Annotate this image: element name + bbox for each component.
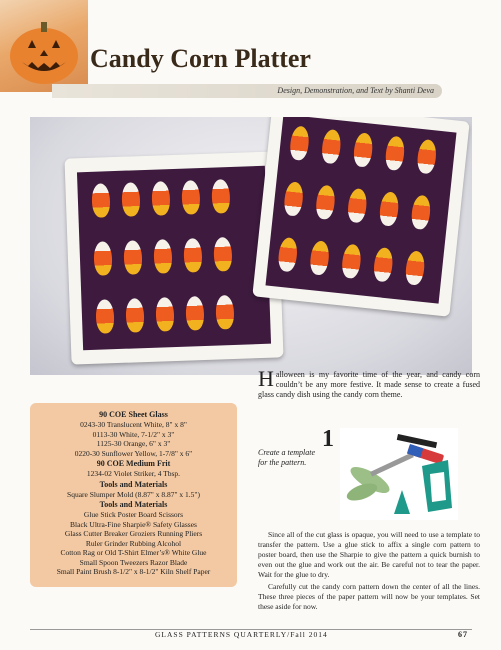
materials-line: Cotton Rag or Old T-Shirt Elmer’s® White Glue: [60, 548, 207, 557]
materials-line: Small Paint Brush 8-1/2" x 8-1/2" Kiln Shelf Paper: [56, 567, 211, 576]
materials-line: 1125-30 Orange, 6" x 3": [96, 439, 171, 448]
materials-line: 1234-02 Violet Striker, 4 Tbsp.: [86, 469, 181, 478]
materials-heading: Tools and Materials: [99, 479, 168, 489]
materials-line: Glass Cutter Breaker Groziers Running Pliers: [64, 529, 203, 538]
intro-text: alloween is my favorite time of the year, and candy corn couldn’t be any more festive. It made sense to create a fused glass candy dish using the candy corn theme.: [258, 370, 480, 399]
candy-corn-plates-photo: [30, 117, 472, 375]
materials-line: Glue Stick Poster Board Scissors: [83, 510, 184, 519]
materials-line: Small Spoon Tweezers Razor Blade: [79, 557, 188, 567]
step-body: [258, 530, 480, 614]
materials-line: Black Ultra-Fine Sharpie® Safety Glasses: [70, 519, 197, 529]
plate-left: [64, 151, 283, 364]
materials-line: 0220-30 Sunflower Yellow, 1-7/8" x 6": [74, 448, 193, 458]
drop-cap: H: [258, 366, 274, 391]
publication-name: GLASS PATTERNS QUARTERLY/Fall 2014: [155, 630, 328, 639]
tools-photo: [340, 428, 458, 520]
page-title: Candy Corn Platter: [90, 44, 311, 73]
materials-line: Square Slumper Mold (8.87" x 8.87" x 1.5"): [67, 489, 200, 499]
materials-heading: Tools and Materials: [99, 500, 168, 509]
body-paragraph: Carefully cut the candy corn pattern down the center of all the lines. These three pieces of the paper pattern will now be your templates. Set these aside for now.: [258, 582, 480, 611]
step-caption: Create a template for the pattern.: [258, 448, 316, 467]
byline: Design, Demonstration, and Text by Shanti Deva: [52, 84, 442, 98]
materials-heading: 90 COE Sheet Glass: [99, 410, 168, 419]
materials-heading: 90 COE Medium Frit: [96, 459, 171, 468]
materials-line: Ruler Grinder Rubbing Alcohol: [85, 538, 182, 548]
page-number: 67: [458, 630, 468, 639]
plate-right: [252, 117, 469, 317]
materials-line: 0243-30 Translucent White, 8" x 8": [80, 420, 187, 429]
step-number: 1: [322, 426, 334, 452]
materials-box: [30, 403, 237, 587]
intro-paragraph: [258, 366, 480, 400]
body-paragraph: Since all of the cut glass is opaque, you will need to use a template to transfer the pattern. Use a glue stick to affix a single corn pattern to poster board, then use the Sharpie to give the pattern a quick burnish to even out the glue and work out the air. Be careful not to tear the paper. Wait for the glue to dry.: [258, 530, 480, 579]
materials-line: 0113-30 White, 7-1/2" x 3": [92, 429, 175, 439]
pumpkin-photo: [0, 0, 88, 92]
